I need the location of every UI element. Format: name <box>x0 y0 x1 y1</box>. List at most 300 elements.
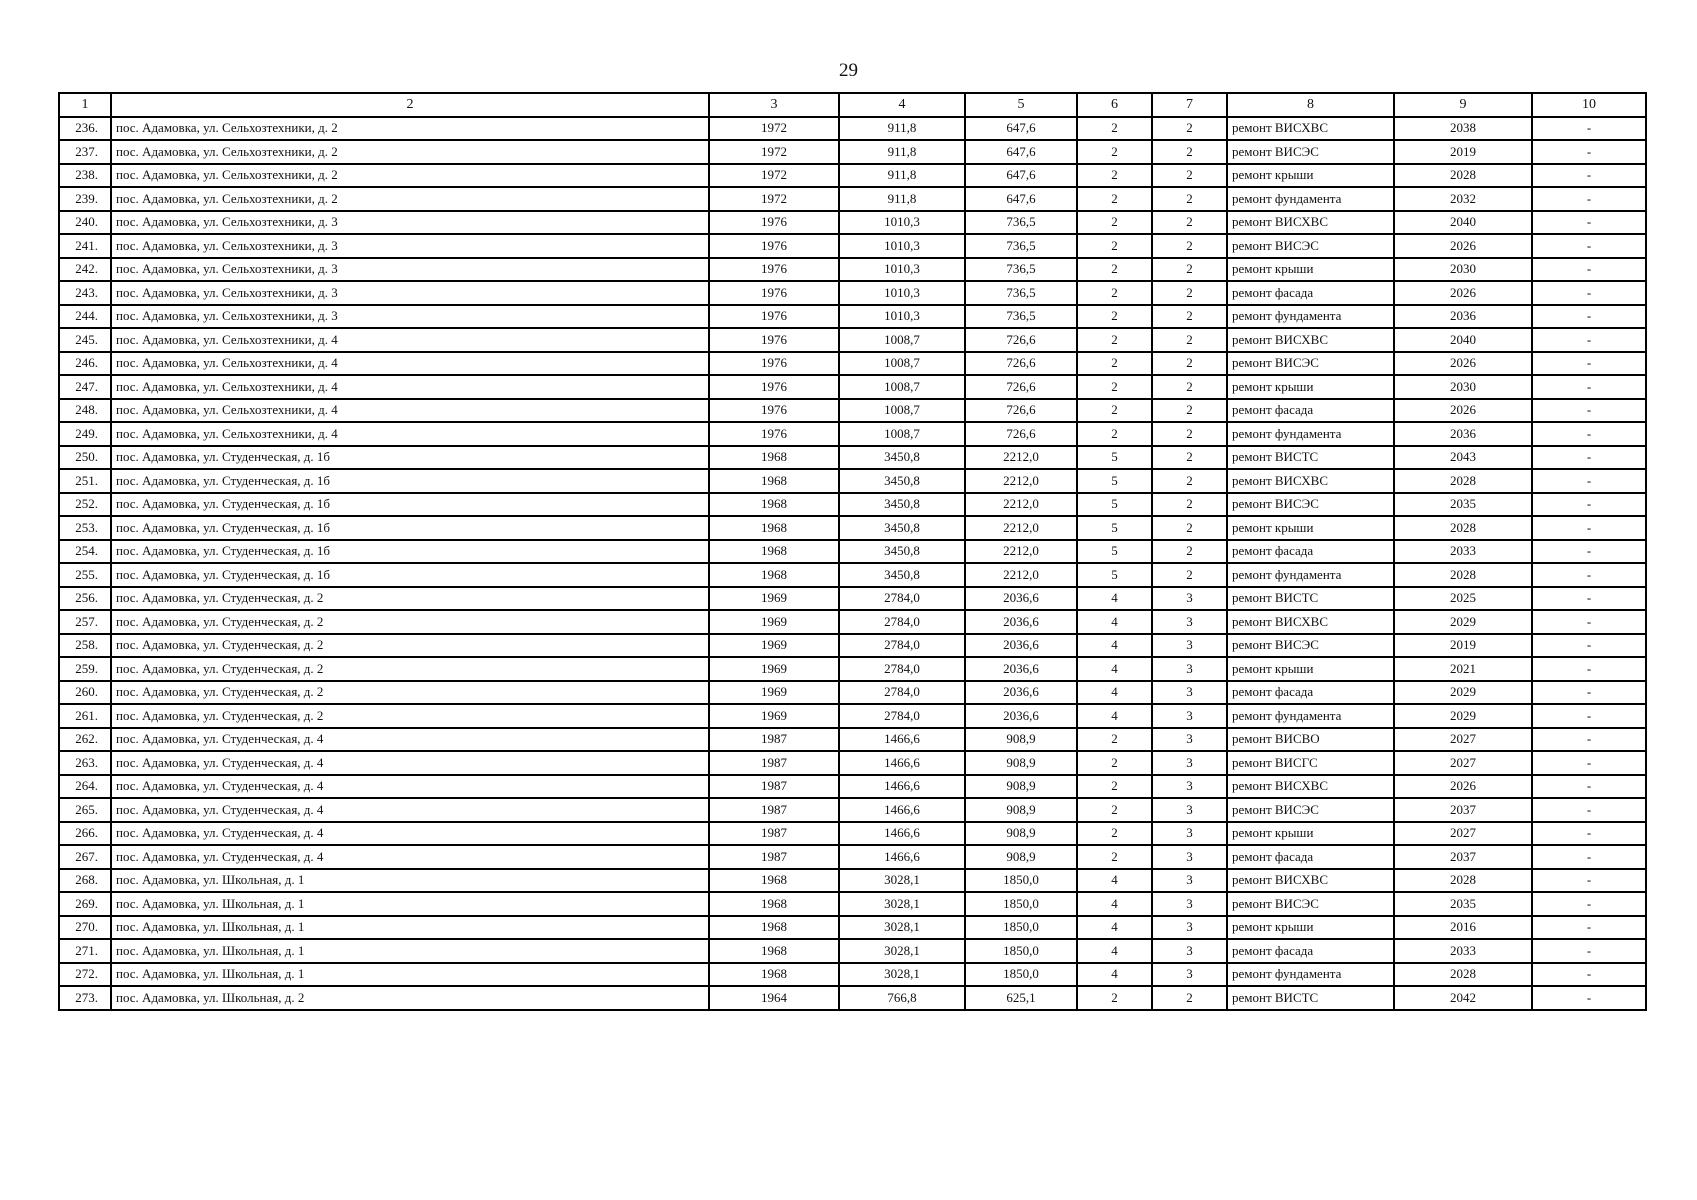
table-row <box>59 258 1646 282</box>
cell-year-built: 1964 <box>709 986 839 1010</box>
cell-living-area: 736,5 <box>965 258 1077 282</box>
cell-entrances: 2 <box>1152 375 1227 399</box>
cell-note: - <box>1532 516 1646 540</box>
cell-living-area: 736,5 <box>965 211 1077 235</box>
table-row <box>59 211 1646 235</box>
cell-floors: 2 <box>1077 798 1152 822</box>
cell-year-built: 1972 <box>709 117 839 141</box>
table-row <box>59 187 1646 211</box>
cell-total-area: 3450,8 <box>839 540 965 564</box>
cell-work-type: ремонт ВИСХВС <box>1227 775 1394 799</box>
cell-year-built: 1987 <box>709 845 839 869</box>
cell-year-built: 1976 <box>709 328 839 352</box>
cell-entrances: 3 <box>1152 822 1227 846</box>
cell-address: пос. Адамовка, ул. Студенческая, д. 4 <box>111 822 709 846</box>
cell-address: пос. Адамовка, ул. Сельхозтехники, д. 3 <box>111 234 709 258</box>
table-row <box>59 939 1646 963</box>
cell-planned-year: 2026 <box>1394 234 1532 258</box>
cell-entrances: 3 <box>1152 728 1227 752</box>
cell-planned-year: 2016 <box>1394 916 1532 940</box>
cell-work-type: ремонт фундамента <box>1227 563 1394 587</box>
cell-work-type: ремонт ВИСТС <box>1227 587 1394 611</box>
cell-floors: 2 <box>1077 164 1152 188</box>
cell-work-type: ремонт крыши <box>1227 916 1394 940</box>
cell-note: - <box>1532 540 1646 564</box>
cell-entrances: 2 <box>1152 422 1227 446</box>
cell-note: - <box>1532 798 1646 822</box>
table-row <box>59 469 1646 493</box>
table-row <box>59 117 1646 141</box>
table-row <box>59 446 1646 470</box>
cell-planned-year: 2029 <box>1394 681 1532 705</box>
cell-work-type: ремонт ВИСЭС <box>1227 352 1394 376</box>
column-header: 8 <box>1227 93 1394 117</box>
cell-entrances: 2 <box>1152 305 1227 329</box>
cell-entrances: 3 <box>1152 869 1227 893</box>
cell-living-area: 2212,0 <box>965 446 1077 470</box>
cell-total-area: 3028,1 <box>839 916 965 940</box>
cell-total-area: 1010,3 <box>839 305 965 329</box>
cell-note: - <box>1532 563 1646 587</box>
cell-row-number: 238. <box>59 164 111 188</box>
cell-note: - <box>1532 117 1646 141</box>
cell-planned-year: 2033 <box>1394 540 1532 564</box>
cell-year-built: 1976 <box>709 422 839 446</box>
cell-note: - <box>1532 234 1646 258</box>
cell-address: пос. Адамовка, ул. Студенческая, д. 1б <box>111 563 709 587</box>
cell-floors: 4 <box>1077 704 1152 728</box>
cell-year-built: 1968 <box>709 869 839 893</box>
cell-entrances: 3 <box>1152 657 1227 681</box>
cell-planned-year: 2043 <box>1394 446 1532 470</box>
cell-total-area: 3028,1 <box>839 869 965 893</box>
table-row <box>59 140 1646 164</box>
cell-row-number: 258. <box>59 634 111 658</box>
cell-row-number: 244. <box>59 305 111 329</box>
register-body <box>59 117 1646 1010</box>
cell-planned-year: 2029 <box>1394 704 1532 728</box>
cell-row-number: 265. <box>59 798 111 822</box>
cell-total-area: 1010,3 <box>839 281 965 305</box>
cell-living-area: 736,5 <box>965 234 1077 258</box>
cell-planned-year: 2027 <box>1394 751 1532 775</box>
cell-address: пос. Адамовка, ул. Студенческая, д. 1б <box>111 516 709 540</box>
cell-entrances: 3 <box>1152 610 1227 634</box>
cell-year-built: 1987 <box>709 751 839 775</box>
table-row <box>59 798 1646 822</box>
cell-note: - <box>1532 892 1646 916</box>
cell-row-number: 251. <box>59 469 111 493</box>
cell-note: - <box>1532 728 1646 752</box>
cell-year-built: 1976 <box>709 211 839 235</box>
cell-total-area: 1008,7 <box>839 399 965 423</box>
cell-address: пос. Адамовка, ул. Студенческая, д. 4 <box>111 751 709 775</box>
cell-planned-year: 2026 <box>1394 281 1532 305</box>
cell-row-number: 268. <box>59 869 111 893</box>
cell-note: - <box>1532 939 1646 963</box>
cell-work-type: ремонт крыши <box>1227 164 1394 188</box>
cell-floors: 2 <box>1077 822 1152 846</box>
cell-living-area: 908,9 <box>965 728 1077 752</box>
cell-floors: 2 <box>1077 117 1152 141</box>
cell-year-built: 1969 <box>709 587 839 611</box>
cell-planned-year: 2032 <box>1394 187 1532 211</box>
cell-work-type: ремонт фундамента <box>1227 963 1394 987</box>
cell-row-number: 239. <box>59 187 111 211</box>
cell-row-number: 257. <box>59 610 111 634</box>
cell-planned-year: 2030 <box>1394 258 1532 282</box>
cell-note: - <box>1532 822 1646 846</box>
cell-living-area: 726,6 <box>965 352 1077 376</box>
cell-work-type: ремонт ВИСХВС <box>1227 211 1394 235</box>
cell-planned-year: 2027 <box>1394 822 1532 846</box>
cell-year-built: 1968 <box>709 963 839 987</box>
cell-planned-year: 2026 <box>1394 775 1532 799</box>
cell-address: пос. Адамовка, ул. Студенческая, д. 2 <box>111 634 709 658</box>
cell-work-type: ремонт ВИСХВС <box>1227 869 1394 893</box>
table-row <box>59 916 1646 940</box>
cell-living-area: 736,5 <box>965 305 1077 329</box>
column-header: 3 <box>709 93 839 117</box>
table-row <box>59 751 1646 775</box>
cell-entrances: 2 <box>1152 328 1227 352</box>
cell-row-number: 273. <box>59 986 111 1010</box>
cell-floors: 4 <box>1077 657 1152 681</box>
cell-total-area: 1010,3 <box>839 211 965 235</box>
cell-row-number: 272. <box>59 963 111 987</box>
cell-floors: 2 <box>1077 234 1152 258</box>
cell-total-area: 3450,8 <box>839 493 965 517</box>
cell-note: - <box>1532 469 1646 493</box>
cell-address: пос. Адамовка, ул. Сельхозтехники, д. 2 <box>111 164 709 188</box>
cell-living-area: 2036,6 <box>965 657 1077 681</box>
cell-address: пос. Адамовка, ул. Студенческая, д. 2 <box>111 681 709 705</box>
cell-living-area: 2036,6 <box>965 610 1077 634</box>
cell-work-type: ремонт фасада <box>1227 399 1394 423</box>
cell-row-number: 264. <box>59 775 111 799</box>
cell-living-area: 2212,0 <box>965 469 1077 493</box>
cell-work-type: ремонт крыши <box>1227 375 1394 399</box>
table-row <box>59 563 1646 587</box>
cell-address: пос. Адамовка, ул. Школьная, д. 1 <box>111 916 709 940</box>
cell-row-number: 262. <box>59 728 111 752</box>
table-row <box>59 634 1646 658</box>
cell-year-built: 1968 <box>709 446 839 470</box>
cell-work-type: ремонт фасада <box>1227 540 1394 564</box>
cell-floors: 2 <box>1077 281 1152 305</box>
cell-total-area: 766,8 <box>839 986 965 1010</box>
cell-entrances: 2 <box>1152 140 1227 164</box>
cell-total-area: 911,8 <box>839 164 965 188</box>
cell-address: пос. Адамовка, ул. Студенческая, д. 4 <box>111 798 709 822</box>
cell-planned-year: 2036 <box>1394 422 1532 446</box>
table-row <box>59 493 1646 517</box>
cell-entrances: 3 <box>1152 681 1227 705</box>
cell-year-built: 1969 <box>709 681 839 705</box>
cell-address: пос. Адамовка, ул. Сельхозтехники, д. 3 <box>111 258 709 282</box>
cell-note: - <box>1532 422 1646 446</box>
cell-note: - <box>1532 869 1646 893</box>
cell-address: пос. Адамовка, ул. Сельхозтехники, д. 4 <box>111 399 709 423</box>
cell-total-area: 1466,6 <box>839 751 965 775</box>
table-row <box>59 540 1646 564</box>
column-header: 7 <box>1152 93 1227 117</box>
cell-row-number: 245. <box>59 328 111 352</box>
cell-year-built: 1976 <box>709 352 839 376</box>
table-row <box>59 963 1646 987</box>
cell-planned-year: 2040 <box>1394 211 1532 235</box>
table-row <box>59 775 1646 799</box>
cell-total-area: 3450,8 <box>839 516 965 540</box>
cell-entrances: 3 <box>1152 751 1227 775</box>
cell-row-number: 249. <box>59 422 111 446</box>
cell-planned-year: 2026 <box>1394 352 1532 376</box>
cell-entrances: 3 <box>1152 587 1227 611</box>
cell-year-built: 1968 <box>709 540 839 564</box>
cell-planned-year: 2021 <box>1394 657 1532 681</box>
cell-address: пос. Адамовка, ул. Студенческая, д. 1б <box>111 493 709 517</box>
cell-total-area: 3450,8 <box>839 446 965 470</box>
cell-living-area: 1850,0 <box>965 939 1077 963</box>
cell-planned-year: 2025 <box>1394 587 1532 611</box>
cell-living-area: 647,6 <box>965 117 1077 141</box>
cell-planned-year: 2028 <box>1394 469 1532 493</box>
cell-row-number: 255. <box>59 563 111 587</box>
cell-address: пос. Адамовка, ул. Студенческая, д. 2 <box>111 704 709 728</box>
cell-year-built: 1968 <box>709 939 839 963</box>
cell-year-built: 1987 <box>709 822 839 846</box>
table-row <box>59 399 1646 423</box>
cell-entrances: 2 <box>1152 469 1227 493</box>
cell-address: пос. Адамовка, ул. Сельхозтехники, д. 4 <box>111 352 709 376</box>
cell-floors: 4 <box>1077 634 1152 658</box>
cell-floors: 4 <box>1077 681 1152 705</box>
cell-work-type: ремонт ВИСХВС <box>1227 469 1394 493</box>
cell-floors: 5 <box>1077 516 1152 540</box>
table-row <box>59 375 1646 399</box>
cell-note: - <box>1532 775 1646 799</box>
cell-year-built: 1969 <box>709 704 839 728</box>
cell-address: пос. Адамовка, ул. Сельхозтехники, д. 2 <box>111 187 709 211</box>
cell-note: - <box>1532 281 1646 305</box>
cell-note: - <box>1532 375 1646 399</box>
cell-note: - <box>1532 352 1646 376</box>
table-row <box>59 845 1646 869</box>
cell-address: пос. Адамовка, ул. Сельхозтехники, д. 4 <box>111 375 709 399</box>
cell-year-built: 1968 <box>709 563 839 587</box>
cell-note: - <box>1532 986 1646 1010</box>
cell-living-area: 1850,0 <box>965 963 1077 987</box>
cell-year-built: 1976 <box>709 305 839 329</box>
cell-living-area: 2036,6 <box>965 704 1077 728</box>
cell-address: пос. Адамовка, ул. Студенческая, д. 4 <box>111 845 709 869</box>
cell-planned-year: 2028 <box>1394 164 1532 188</box>
cell-address: пос. Адамовка, ул. Школьная, д. 1 <box>111 939 709 963</box>
cell-entrances: 2 <box>1152 211 1227 235</box>
cell-address: пос. Адамовка, ул. Сельхозтехники, д. 3 <box>111 281 709 305</box>
cell-floors: 5 <box>1077 563 1152 587</box>
cell-work-type: ремонт фундамента <box>1227 305 1394 329</box>
cell-floors: 4 <box>1077 939 1152 963</box>
cell-work-type: ремонт ВИСВО <box>1227 728 1394 752</box>
cell-work-type: ремонт ВИСЭС <box>1227 892 1394 916</box>
table-row <box>59 681 1646 705</box>
cell-living-area: 908,9 <box>965 798 1077 822</box>
cell-work-type: ремонт ВИСХВС <box>1227 610 1394 634</box>
cell-floors: 4 <box>1077 610 1152 634</box>
cell-work-type: ремонт фундамента <box>1227 704 1394 728</box>
cell-total-area: 2784,0 <box>839 657 965 681</box>
cell-row-number: 267. <box>59 845 111 869</box>
cell-year-built: 1976 <box>709 399 839 423</box>
cell-year-built: 1976 <box>709 375 839 399</box>
cell-living-area: 908,9 <box>965 775 1077 799</box>
cell-floors: 2 <box>1077 986 1152 1010</box>
cell-work-type: ремонт фундамента <box>1227 187 1394 211</box>
cell-year-built: 1969 <box>709 634 839 658</box>
cell-floors: 5 <box>1077 469 1152 493</box>
cell-address: пос. Адамовка, ул. Сельхозтехники, д. 2 <box>111 140 709 164</box>
cell-entrances: 3 <box>1152 892 1227 916</box>
cell-work-type: ремонт фасада <box>1227 281 1394 305</box>
cell-row-number: 256. <box>59 587 111 611</box>
cell-year-built: 1987 <box>709 775 839 799</box>
cell-living-area: 908,9 <box>965 751 1077 775</box>
cell-living-area: 2212,0 <box>965 563 1077 587</box>
cell-note: - <box>1532 399 1646 423</box>
cell-entrances: 2 <box>1152 986 1227 1010</box>
cell-year-built: 1968 <box>709 892 839 916</box>
cell-floors: 4 <box>1077 916 1152 940</box>
cell-floors: 2 <box>1077 211 1152 235</box>
cell-work-type: ремонт ВИСЭС <box>1227 798 1394 822</box>
cell-floors: 2 <box>1077 328 1152 352</box>
register-table <box>58 92 1647 1011</box>
cell-total-area: 1008,7 <box>839 352 965 376</box>
cell-row-number: 240. <box>59 211 111 235</box>
cell-living-area: 726,6 <box>965 328 1077 352</box>
cell-total-area: 911,8 <box>839 117 965 141</box>
cell-total-area: 1008,7 <box>839 328 965 352</box>
cell-entrances: 2 <box>1152 117 1227 141</box>
cell-entrances: 3 <box>1152 634 1227 658</box>
cell-total-area: 3450,8 <box>839 563 965 587</box>
cell-entrances: 2 <box>1152 540 1227 564</box>
cell-planned-year: 2037 <box>1394 845 1532 869</box>
cell-address: пос. Адамовка, ул. Школьная, д. 2 <box>111 986 709 1010</box>
table-row <box>59 281 1646 305</box>
table-row <box>59 704 1646 728</box>
cell-note: - <box>1532 634 1646 658</box>
cell-total-area: 2784,0 <box>839 704 965 728</box>
cell-address: пос. Адамовка, ул. Студенческая, д. 1б <box>111 446 709 470</box>
cell-address: пос. Адамовка, ул. Школьная, д. 1 <box>111 869 709 893</box>
cell-row-number: 243. <box>59 281 111 305</box>
cell-work-type: ремонт ВИСХВС <box>1227 328 1394 352</box>
cell-entrances: 2 <box>1152 164 1227 188</box>
cell-work-type: ремонт ВИСЭС <box>1227 234 1394 258</box>
cell-work-type: ремонт ВИСЭС <box>1227 140 1394 164</box>
cell-year-built: 1976 <box>709 234 839 258</box>
cell-total-area: 2784,0 <box>839 587 965 611</box>
cell-address: пос. Адамовка, ул. Студенческая, д. 2 <box>111 610 709 634</box>
cell-address: пос. Адамовка, ул. Студенческая, д. 1б <box>111 540 709 564</box>
cell-entrances: 2 <box>1152 446 1227 470</box>
cell-note: - <box>1532 305 1646 329</box>
cell-work-type: ремонт крыши <box>1227 258 1394 282</box>
cell-floors: 5 <box>1077 493 1152 517</box>
cell-work-type: ремонт фасада <box>1227 939 1394 963</box>
cell-row-number: 271. <box>59 939 111 963</box>
cell-row-number: 250. <box>59 446 111 470</box>
cell-living-area: 1850,0 <box>965 869 1077 893</box>
cell-year-built: 1968 <box>709 469 839 493</box>
cell-year-built: 1972 <box>709 164 839 188</box>
cell-total-area: 1466,6 <box>839 728 965 752</box>
cell-total-area: 1466,6 <box>839 845 965 869</box>
cell-address: пос. Адамовка, ул. Студенческая, д. 4 <box>111 775 709 799</box>
cell-floors: 2 <box>1077 305 1152 329</box>
cell-entrances: 2 <box>1152 281 1227 305</box>
cell-note: - <box>1532 657 1646 681</box>
cell-living-area: 2036,6 <box>965 587 1077 611</box>
cell-address: пос. Адамовка, ул. Школьная, д. 1 <box>111 963 709 987</box>
cell-year-built: 1968 <box>709 493 839 517</box>
cell-work-type: ремонт фасада <box>1227 681 1394 705</box>
column-header: 2 <box>111 93 709 117</box>
table-row <box>59 822 1646 846</box>
cell-year-built: 1972 <box>709 187 839 211</box>
cell-living-area: 726,6 <box>965 422 1077 446</box>
cell-floors: 5 <box>1077 446 1152 470</box>
cell-living-area: 2212,0 <box>965 516 1077 540</box>
cell-floors: 2 <box>1077 728 1152 752</box>
cell-note: - <box>1532 328 1646 352</box>
cell-year-built: 1968 <box>709 516 839 540</box>
table-row <box>59 352 1646 376</box>
cell-floors: 4 <box>1077 869 1152 893</box>
cell-total-area: 2784,0 <box>839 681 965 705</box>
cell-living-area: 726,6 <box>965 399 1077 423</box>
cell-planned-year: 2042 <box>1394 986 1532 1010</box>
cell-living-area: 625,1 <box>965 986 1077 1010</box>
cell-row-number: 263. <box>59 751 111 775</box>
cell-living-area: 736,5 <box>965 281 1077 305</box>
cell-note: - <box>1532 258 1646 282</box>
cell-planned-year: 2019 <box>1394 634 1532 658</box>
cell-living-area: 647,6 <box>965 187 1077 211</box>
cell-planned-year: 2033 <box>1394 939 1532 963</box>
cell-entrances: 2 <box>1152 516 1227 540</box>
cell-row-number: 254. <box>59 540 111 564</box>
cell-total-area: 3028,1 <box>839 892 965 916</box>
cell-work-type: ремонт фасада <box>1227 845 1394 869</box>
cell-address: пос. Адамовка, ул. Сельхозтехники, д. 3 <box>111 305 709 329</box>
cell-total-area: 1466,6 <box>839 775 965 799</box>
cell-floors: 4 <box>1077 892 1152 916</box>
column-header: 5 <box>965 93 1077 117</box>
cell-row-number: 270. <box>59 916 111 940</box>
cell-work-type: ремонт ВИСГС <box>1227 751 1394 775</box>
cell-total-area: 2784,0 <box>839 610 965 634</box>
cell-living-area: 2212,0 <box>965 493 1077 517</box>
cell-floors: 2 <box>1077 140 1152 164</box>
cell-address: пос. Адамовка, ул. Школьная, д. 1 <box>111 892 709 916</box>
cell-planned-year: 2028 <box>1394 563 1532 587</box>
table-row <box>59 587 1646 611</box>
cell-address: пос. Адамовка, ул. Сельхозтехники, д. 2 <box>111 117 709 141</box>
cell-row-number: 253. <box>59 516 111 540</box>
